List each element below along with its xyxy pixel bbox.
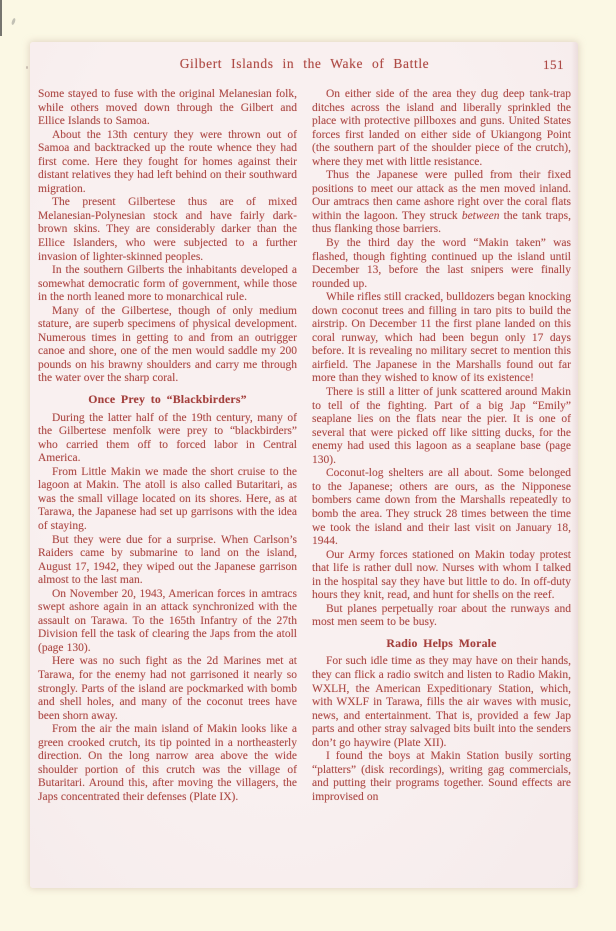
paragraph: Here was no such fight as the 2d Marines met at Tarawa, for the enemy had not garrisoned it nearly so strongly. Parts of the island are pockmarked with bomb and shell holes, and many of the coconut trees have been shorn away.	[38, 655, 297, 722]
page-number: 151	[543, 57, 564, 72]
paragraph: Some stayed to fuse with the original Melanesian folk, while others moved down through the Gilbert and Ellice Islands to Samoa.	[38, 88, 297, 128]
paragraph: But planes perpetually roar about the runways and most men seem to be busy.	[312, 602, 571, 629]
left-column	[38, 88, 297, 804]
paragraph: On either side of the area they dug deep tank-trap ditches across the island and liberally sprinkled the place with protective pillboxes and guns. United States forces first landed on either side of Ukiangong Point (the southern part of the shoulder piece of the crutch), where they met with little resistance.	[312, 88, 571, 168]
running-head-title: Gilbert Islands in the Wake of Battle	[179, 56, 430, 71]
paragraph: While rifles still cracked, bulldozers began knocking down coconut trees and filling in taro pits to build the airstrip. On December 11 the first plane landed on this coral runway, which had been begun only 17 days before. It is revealing no military secret to mention this airfield. The Japanese in the Marshalls found out far more than they wished to know of its existence!	[312, 291, 571, 385]
paragraph: During the latter half of the 19th century, many of the Gilbertese menfolk were prey to “blackbirders” who carried them off to forced labor in Central America.	[38, 411, 297, 465]
page-header	[38, 56, 571, 75]
italic-word: between	[461, 209, 500, 222]
scan-speck-artifact	[26, 66, 28, 69]
paragraph: But they were due for a surprise. When Carlson’s Raiders came by submarine to land on the island, August 17, 1942, they wiped out the Japanese garrison almost to the last man.	[38, 533, 297, 587]
paragraph: About the 13th century they were thrown out of Samoa and backtracked up the route whence they had first come. Here they fought for homes against their distant relatives they had left behind on their southward migration.	[38, 128, 297, 195]
paragraph: Coconut-log shelters are all about. Some belonged to the Japanese; others are ours, as the Nipponese bombers came down from the Marshalls repeatedly to bomb the area. They struck 28 times between the time we took the island and their last visit on January 18, 1944.	[312, 467, 571, 548]
section-heading: Radio Helps Morale	[386, 635, 497, 650]
scanned-book-page	[30, 42, 578, 888]
paragraph: Many of the Gilbertese, though of only medium stature, are superb specimens of physical development. Numerous times in getting to and from an outrigger canoe and shore, one of the men would saddle my 200 pounds on his brawny shoulders and carry me through the water over the sharp coral.	[38, 304, 297, 385]
paragraph: From the air the main island of Makin looks like a green crooked crutch, its tip pointed in a northeasterly direction. On the long narrow area above the wide shoulder portion of this crutch was the village of Butaritari. Around this, after moving the villagers, the Japs concentrated their defenses (Plate IX).	[38, 723, 297, 803]
right-column	[312, 88, 571, 804]
scan-speck-artifact	[11, 18, 16, 26]
scan-edge-artifact	[0, 0, 2, 36]
paragraph: For such idle time as they may have on their hands, they can flick a radio switch and listen to Radio Makin, WXLH, the American Expeditionary Station, which, with WXLF in Tarawa, fills the air waves with music, news, and entertainment. That is, provided a few Jap parts and other stray salvaged bits built into the senders don’t go haywire (Plate XII).	[312, 655, 571, 749]
paragraph: On November 20, 1943, American forces in amtracs swept ashore again in an attack synchronized with the assault on Tarawa. To the 165th Infantry of the 27th Division fell the task of clearing the Japs from the atoll (page 130).	[38, 587, 297, 654]
paragraph: In the southern Gilberts the inhabitants developed a somewhat democratic form of government, while those in the north leaned more to monarchical rule.	[38, 264, 297, 304]
paragraph-text: Thus the Japanese were pulled from their fixed positions to meet our attack as the men moved inland. Our amtracs then came ashore right over the coral flats within the lagoon. They struck	[312, 169, 571, 222]
paragraph: The present Gilbertese thus are of mixed Melanesian-Polynesian stock and have fairly dark-brown skins. They are considerably darker than the Ellice Islanders, who were subjected to a further invasion of lighter-skinned peoples.	[38, 196, 297, 263]
paragraph: From Little Makin we made the short cruise to the lagoon at Makin. The atoll is also called Butaritari, as was the small village located on its shores. Here, as at Tarawa, the Japanese had set up garrisons with the idea of staying.	[38, 465, 297, 532]
paragraph: By the third day the word “Makin taken” was flashed, though fighting continued up the island until December 13, before the last snipers were finally rounded up.	[312, 237, 571, 290]
paragraph	[312, 169, 571, 237]
paragraph-text: the tank traps, thus flanking those barriers.	[312, 209, 572, 236]
two-column-text	[38, 88, 571, 804]
paragraph: There is still a litter of junk scattered around Makin to tell of the fighting. Part of a big Jap “Emily” seaplane lies on the flats near the pier. It is one of several that were picked off like sitting ducks, for the enemy had used this lagoon as a seaplane base (page 130).	[312, 386, 571, 466]
paragraph: Our Army forces stationed on Makin today protest that life is rather dull now. Nurses with whom I talked in the hospital say they have but little to do. In off-duty hours they knit, read, and hunt for shells on the reef.	[312, 548, 571, 602]
paragraph: I found the boys at Makin Station busily sorting “platters” (disk recordings), writing gag commercials, and putting their programs together. Sound effects are improvised on	[312, 750, 571, 803]
section-heading: Once Prey to “Blackbirders”	[88, 392, 247, 407]
